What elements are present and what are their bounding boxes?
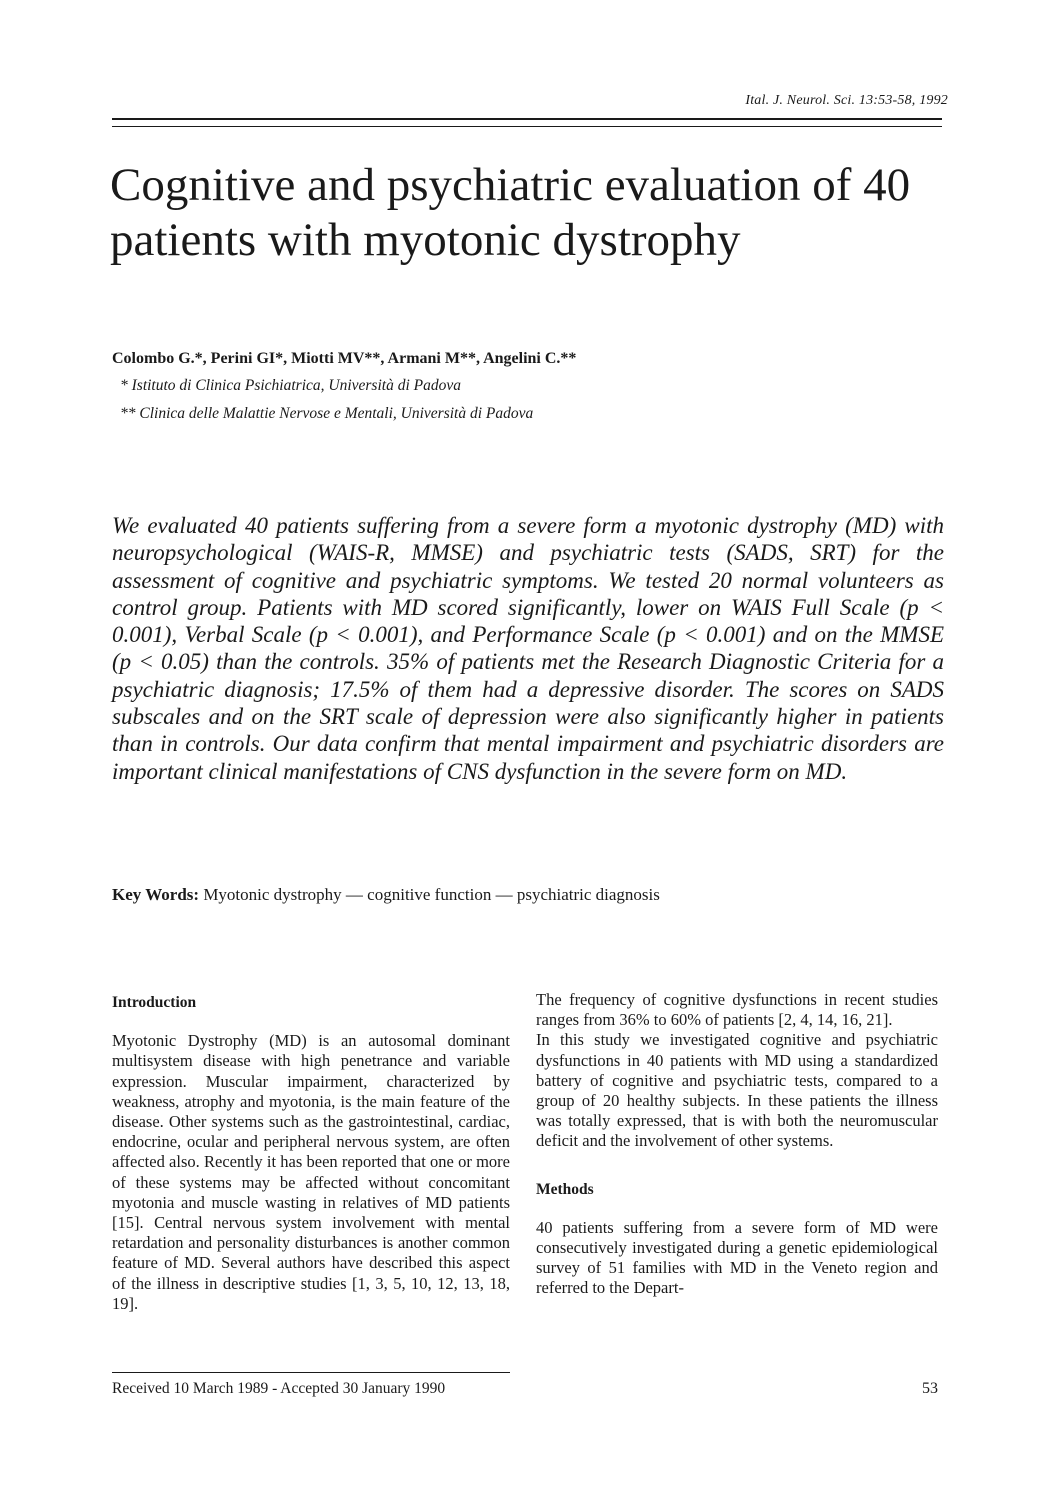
footer-rule	[112, 1372, 510, 1373]
frequency-paragraph: The frequency of cognitive dysfunctions in recent studies ranges from 36% to 60% of patients [2, 4, 14, 16, 21].	[536, 990, 938, 1030]
affiliation-2: ** Clinica delle Malattie Nervose e Mentali, Università di Padova	[120, 405, 534, 422]
keywords-text: Myotonic dystrophy — cognitive function — psychiatric diagnosis	[203, 885, 660, 904]
introduction-heading: Introduction	[112, 994, 197, 1011]
affiliation-1: * Istituto di Clinica Psichiatrica, Università di Padova	[120, 377, 461, 394]
left-column	[112, 993, 510, 1314]
header-rule-thin	[112, 126, 942, 127]
page-number: 53	[922, 1380, 938, 1397]
header-rule-thick	[112, 118, 942, 120]
methods-heading: Methods	[536, 1180, 594, 1198]
keywords-label: Key Words:	[112, 885, 200, 904]
received-dates: Received 10 March 1989 - Accepted 30 January 1990	[112, 1380, 446, 1397]
author-list: Colombo G.*, Perini GI*, Miotti MV**, Armani M**, Angelini C.**	[112, 350, 577, 367]
abstract: We evaluated 40 patients suffering from a severe form a myotonic dystrophy (MD) with neuropsychological (WAIS-R, MMSE) and psychiatric tests (SADS, SRT) for the assessment of cognitive and psychiatric symptoms. We tested 20 normal volunteers as control group. Patients with MD scored significantly, lower on WAIS Full Scale (p < 0.001), Verbal Scale (p < 0.001), and Performance Scale (p < 0.001) and on the MMSE (p < 0.05) than the controls. 35% of patients met the Research Diagnostic Criteria for a psychiatric diagnosis; 17.5% of them had a depressive disorder. The scores on SADS subscales and on the SRT scale of depression were also significantly higher in patients than in controls. Our data confirm that mental impairment and psychiatric disorders are important clinical manifestations of CNS dysfunction in the severe form on MD.	[112, 513, 944, 784]
methods-paragraph: 40 patients suffering from a severe form of MD were consecutively investigated during a genetic epidemiological survey of 51 families with MD in the Veneto region and referred to the Depart-	[536, 1217, 938, 1298]
article-title: Cognitive and psychiatric evaluation of 40 patients with myotonic dystrophy	[110, 159, 911, 266]
study-paragraph: In this study we investigated cognitive and psychiatric dysfunctions in 40 patients with MD using a standardized battery of cognitive and psychiatric tests, compared to a group of 20 healthy subjects. In these patients the illness was totally expressed, that is with both the neuromuscular deficit and the involvement of other systems.	[536, 1030, 938, 1151]
introduction-paragraph: Myotonic Dystrophy (MD) is an autosomal dominant multisystem disease with high penetrance and variable expression. Muscular impairment, characterized by weakness, atrophy and myotonia, is the main feature of the disease. Other systems such as the gastrointestinal, cardiac, endocrine, ocular and peripheral nervous system, are often affected also. Recently it has been reported that one or more of these systems may be affected without concomitant myotonia and muscle wasting in relatives of MD patients [15]. Central nervous system involvement with mental retardation and personality disturbances is another common feature of MD. Several authors have described this aspect of the illness in descriptive studies [1, 3, 5, 10, 12, 13, 18, 19].	[112, 1031, 510, 1313]
journal-reference: Ital. J. Neurol. Sci. 13:53-58, 1992	[745, 93, 948, 108]
right-column	[536, 990, 938, 1299]
keywords-line	[112, 885, 660, 905]
